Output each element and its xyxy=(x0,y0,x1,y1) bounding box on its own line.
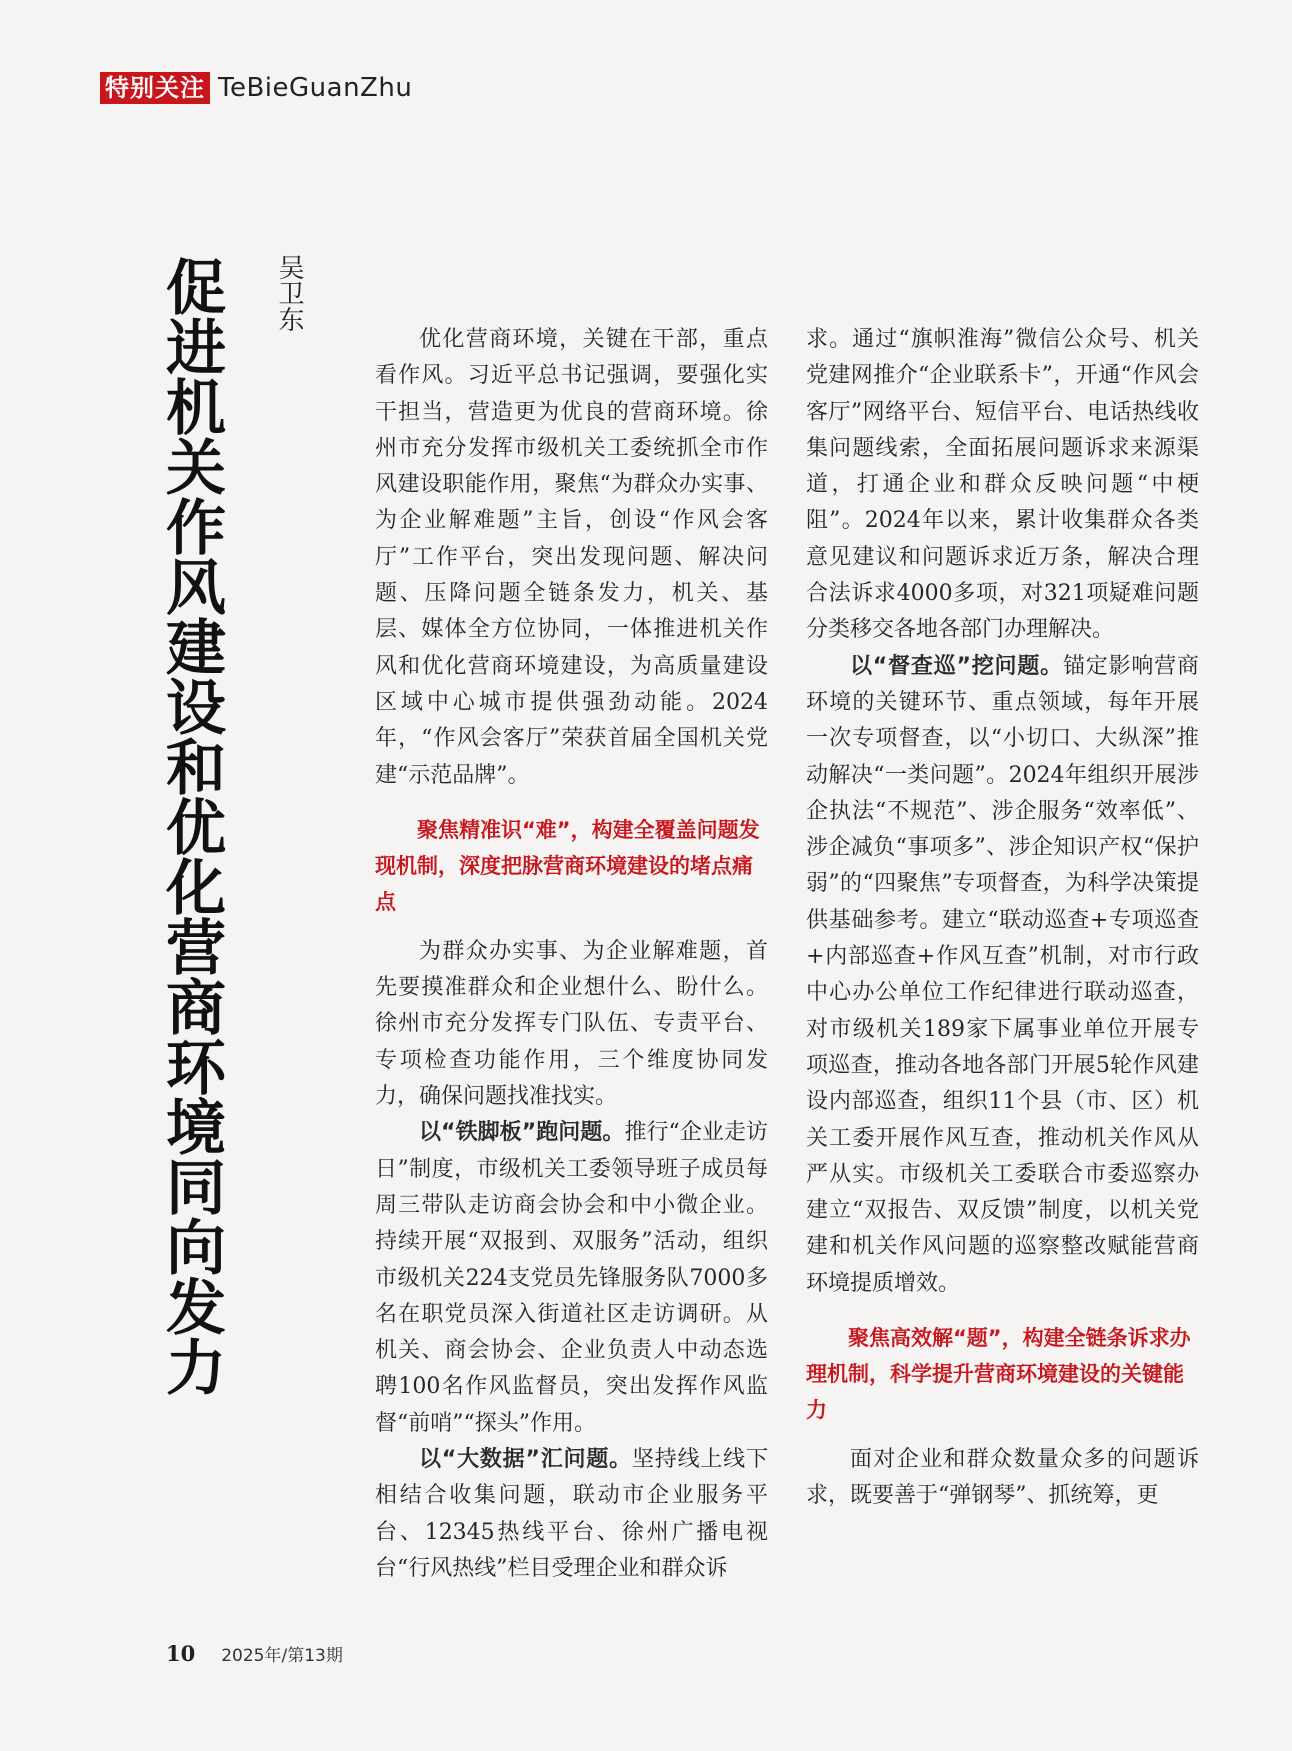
paragraph-body: 推行“企业走访日”制度，市级机关工委领导班子成员每周三带队走访商会协会和中小微企业。持续开展“双报到、双服务”活动，组织市级机关224支党员先锋服务队7000多名在职党员深入街道社区走访调研。从机关、商会协会、企业负责人中动态选聘100名作风监督员，突出发挥作风监督“前哨”“探头”作用。 xyxy=(375,1120,768,1436)
section-heading: 聚焦高效解“题”，构建全链条诉求办理机制，科学提升营商环境建设的关键能力 xyxy=(806,1326,1191,1423)
section-tag: 特别关注 xyxy=(100,72,210,104)
paragraph: 面对企业和群众数量众多的问题诉求，既要善于“弹钢琴”、抓统筹，更 xyxy=(806,1447,1199,1509)
article-title: 促进机关作风建设和优化营商环境同向发力 xyxy=(156,256,226,1396)
paragraph-lead: 以“督查巡”挖问题。 xyxy=(850,653,1063,679)
left-column xyxy=(375,322,768,1587)
section-heading: 聚焦精准识“难”，构建全覆盖问题发现机制，深度把脉营商环境建设的堵点痛点 xyxy=(375,817,760,914)
section-pinyin: TeBieGuanZhu xyxy=(218,73,413,103)
paragraph xyxy=(375,1115,768,1442)
paragraph-body: 锚定影响营商环境的关键环节、重点领域，每年开展一次专项督查，以“小切口、大纵深”推动解决“一类问题”。2024年组织开展涉企执法“不规范”、涉企服务“效率低”、涉企减负“事项多”、涉企知识产权“保护弱”的“四聚焦”专项督查，为科学决策提供基础参考。建立“联动巡查+专项巡查+内部巡查+作风互查”机制，对市行政中心办公单位工作纪律进行联动巡查，对市级机关189家下属事业单位开展专项巡查，推动各地各部门开展5轮作风建设内部巡查，组织11个县（市、区）机关工委开展作风互查，推动机关作风从严从实。市级机关工委联合市委巡察办建立“双报告、双反馈”制度，以机关党建和机关作风问题的巡察整改赋能营商环境提质增效。 xyxy=(806,653,1199,1296)
paragraph xyxy=(806,649,1199,1302)
paragraph-lead: 以“大数据”汇问题。 xyxy=(419,1447,632,1473)
paragraph: 优化营商环境，关键在干部，重点看作风。习近平总书记强调，要强化实干担当，营造更为优良的营商环境。徐州市充分发挥市级机关工委统抓全市作风建设职能作用，聚焦“为群众办实事、为企业解难题”主旨，创设“作风会客厅”工作平台，突出发现问题、解决问题、压降问题全链条发力，机关、基层、媒体全方位协同，一体推进机关作风和优化营商环境建设，为高质量建设区域中心城市提供强劲动能。2024年，“作风会客厅”荣获首届全国机关党建“示范品牌”。 xyxy=(375,327,768,788)
paragraph xyxy=(375,1442,768,1587)
right-column xyxy=(806,322,1199,1515)
paragraph: 求。通过“旗帜淮海”微信公众号、机关党建网推介“企业联系卡”，开通“作风会客厅”网络平台、短信平台、电话热线收集问题线索，全面拓展问题诉求来源渠道，打通企业和群众反映问题“中梗阻”。2024年以来，累计收集群众各类意见建议和问题诉求近万条，解决合理合法诉求4000多项，对321项疑难问题分类移交各地各部门办理解决。 xyxy=(806,327,1199,643)
section-header xyxy=(100,72,412,104)
paragraph-body: 坚持线上线下相结合收集问题，联动市企业服务平台、12345热线平台、徐州广播电视台“行风热线”栏目受理企业和群众诉 xyxy=(375,1447,768,1581)
paragraph-lead: 以“铁脚板”跑问题。 xyxy=(419,1120,625,1146)
page-footer xyxy=(166,1641,343,1666)
article-author: 吴卫东 xyxy=(274,254,304,332)
paragraph: 为群众办实事、为企业解难题，首先要摸准群众和企业想什么、盼什么。徐州市充分发挥专门队伍、专责平台、专项检查功能作用，三个维度协同发力，确保问题找准找实。 xyxy=(375,938,768,1110)
issue-label: 2025年/第13期 xyxy=(221,1646,343,1666)
page-number: 10 xyxy=(166,1641,196,1666)
